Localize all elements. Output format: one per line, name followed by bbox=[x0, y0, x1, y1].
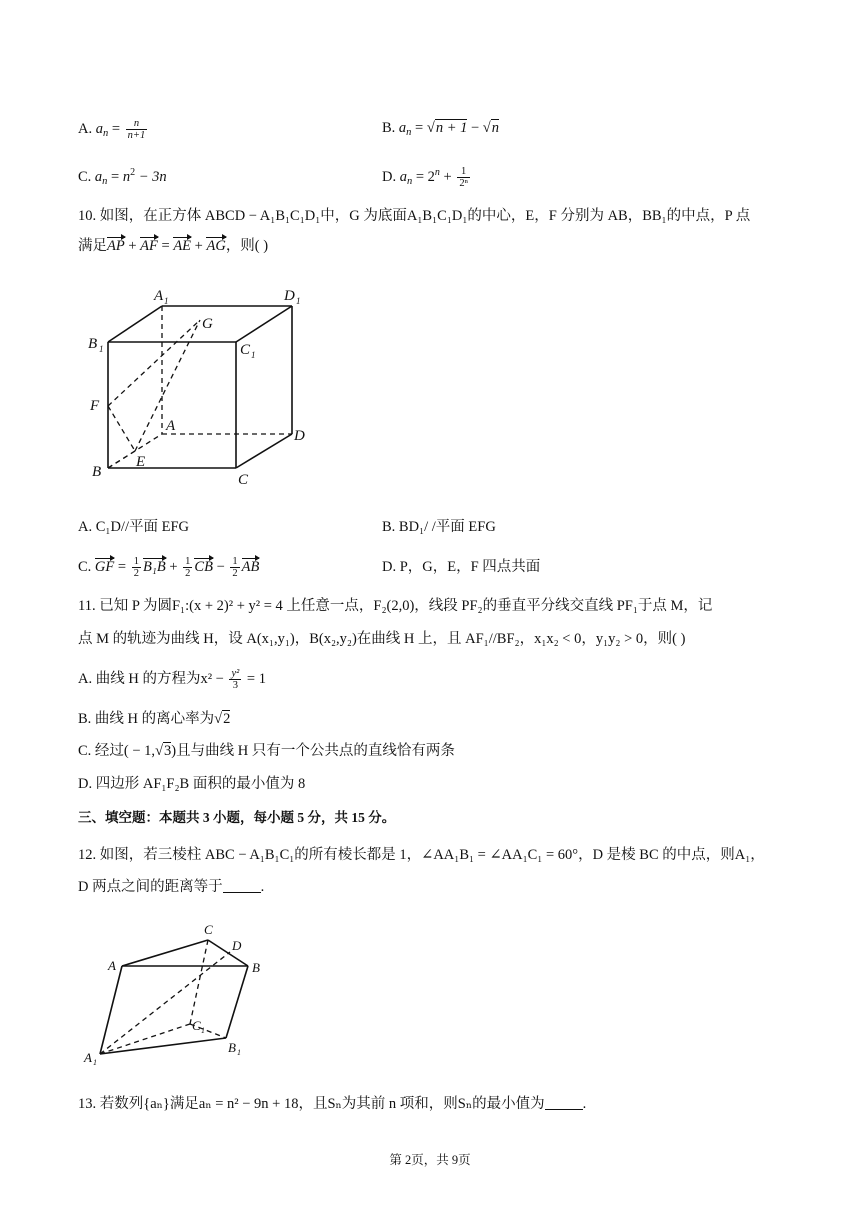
label-e: E bbox=[136, 454, 146, 470]
q9-option-a: A. $a_n$ = $\frac{n}{n+1}$ bbox=[78, 118, 146, 141]
section-heading: 三、填空题：本题共 3 小题，每小题 5 分，共 15 分。 bbox=[78, 810, 396, 825]
label-b1: B bbox=[228, 1040, 236, 1055]
q10-option-a: A. C₁D//平面 EFG bbox=[78, 519, 189, 535]
q11-option-b: B. 曲线 H 的离心率为√2 bbox=[78, 711, 231, 727]
label-c1: C bbox=[192, 1018, 201, 1033]
q10-option-c: C. GF = $\frac{1}{2}$ B₁B + $\frac{1}{2}$ CB − $\frac{1}{2}$ AB bbox=[78, 556, 260, 579]
svg-text:1: 1 bbox=[296, 296, 301, 306]
label-g: G bbox=[202, 316, 213, 332]
label-d: D bbox=[294, 428, 305, 444]
svg-text:1: 1 bbox=[93, 1058, 97, 1067]
answer-blank[interactable] bbox=[223, 878, 261, 893]
q11-stem-line1: 11. 已知 P 为圆F₁:(x + 2)² + y² = 4 上任意一点，F₂(2,0)，线段 PF₂的垂直平分线交直线 PF₁于点 M，记 bbox=[78, 598, 713, 614]
answer-blank[interactable] bbox=[545, 1095, 583, 1110]
label-a1: A bbox=[154, 288, 164, 304]
q11-option-c: C. 经过( − 1,√3)且与曲线 H 只有一个公共点的直线恰有两条 bbox=[78, 743, 455, 759]
label-a: A bbox=[166, 418, 176, 434]
page-footer: 第 2页，共 9页 bbox=[389, 1153, 471, 1167]
label-d: D bbox=[232, 938, 242, 953]
label-b1: B bbox=[88, 336, 98, 352]
q9-option-b: B. $a_n = √n + 1 - √n$ bbox=[382, 120, 500, 138]
q10-option-b: B. BD₁/ /平面 EFG bbox=[382, 519, 496, 535]
svg-text:1: 1 bbox=[99, 344, 104, 354]
label-a1: A bbox=[84, 1050, 92, 1065]
cube-figure bbox=[84, 282, 314, 492]
q11-option-d: D. 四边形 AF₁F₂B 面积的最小值为 8 bbox=[78, 776, 306, 792]
q9-option-d: D. $a_n = 2^n$ + $\frac{1}{\text{2ⁿ}}$ bbox=[382, 166, 468, 190]
svg-text:1: 1 bbox=[251, 350, 256, 360]
label-f: F bbox=[90, 398, 100, 414]
label-a: A bbox=[108, 958, 116, 973]
label-b: B bbox=[92, 464, 102, 480]
label-c: C bbox=[204, 922, 213, 937]
label-c: C bbox=[238, 472, 249, 488]
svg-text:1: 1 bbox=[164, 296, 169, 306]
q10-stem-line2: 满足AP + AF = AE + AG，则( ) bbox=[78, 238, 269, 254]
svg-text:1: 1 bbox=[237, 1048, 241, 1057]
q12-stem-line1: 12. 如图，若三棱柱 ABC − A₁B₁C₁的所有棱长都是 1，∠AA₁B₁ = ∠AA₁C₁ = 60°，D 是棱 BC 的中点，则A₁， bbox=[78, 847, 765, 863]
q9-option-c: C. $a_n = n^2 - 3n$ bbox=[78, 167, 167, 187]
q11-stem-line2: 点 M 的轨迹为曲线 H，设 A(x₁,y₁)，B(x₂,y₂)在曲线 H 上，且 AF₁//BF₂，x₁x₂ < 0，y₁y₂ > 0，则( ) bbox=[78, 631, 686, 647]
label-c1: C bbox=[240, 342, 251, 358]
q10-option-d: D. P，G，E，F 四点共面 bbox=[382, 559, 541, 575]
label-d1: D bbox=[284, 288, 295, 304]
label-b: B bbox=[252, 960, 260, 975]
prism-figure bbox=[80, 918, 280, 1068]
q13-stem: 13. 若数列{aₙ}满足aₙ = n² − 9n + 18，且Sₙ为其前 n 项和，则Sₙ的最小值为 . bbox=[78, 1096, 587, 1112]
q11-option-a: A. 曲线 H 的方程为x² − $\frac{\text{y²}}{3}$ = 1 bbox=[78, 668, 266, 691]
q12-stem-line2: D 两点之间的距离等于 . bbox=[78, 879, 265, 895]
q10-stem-line1: 10. 如图，在正方体 ABCD − A₁B₁C₁D₁中，G 为底面A₁B₁C₁D₁的中心，E，F 分别为 AB，BB₁的中点，P 点 bbox=[78, 208, 751, 224]
svg-text:1: 1 bbox=[201, 1026, 205, 1035]
